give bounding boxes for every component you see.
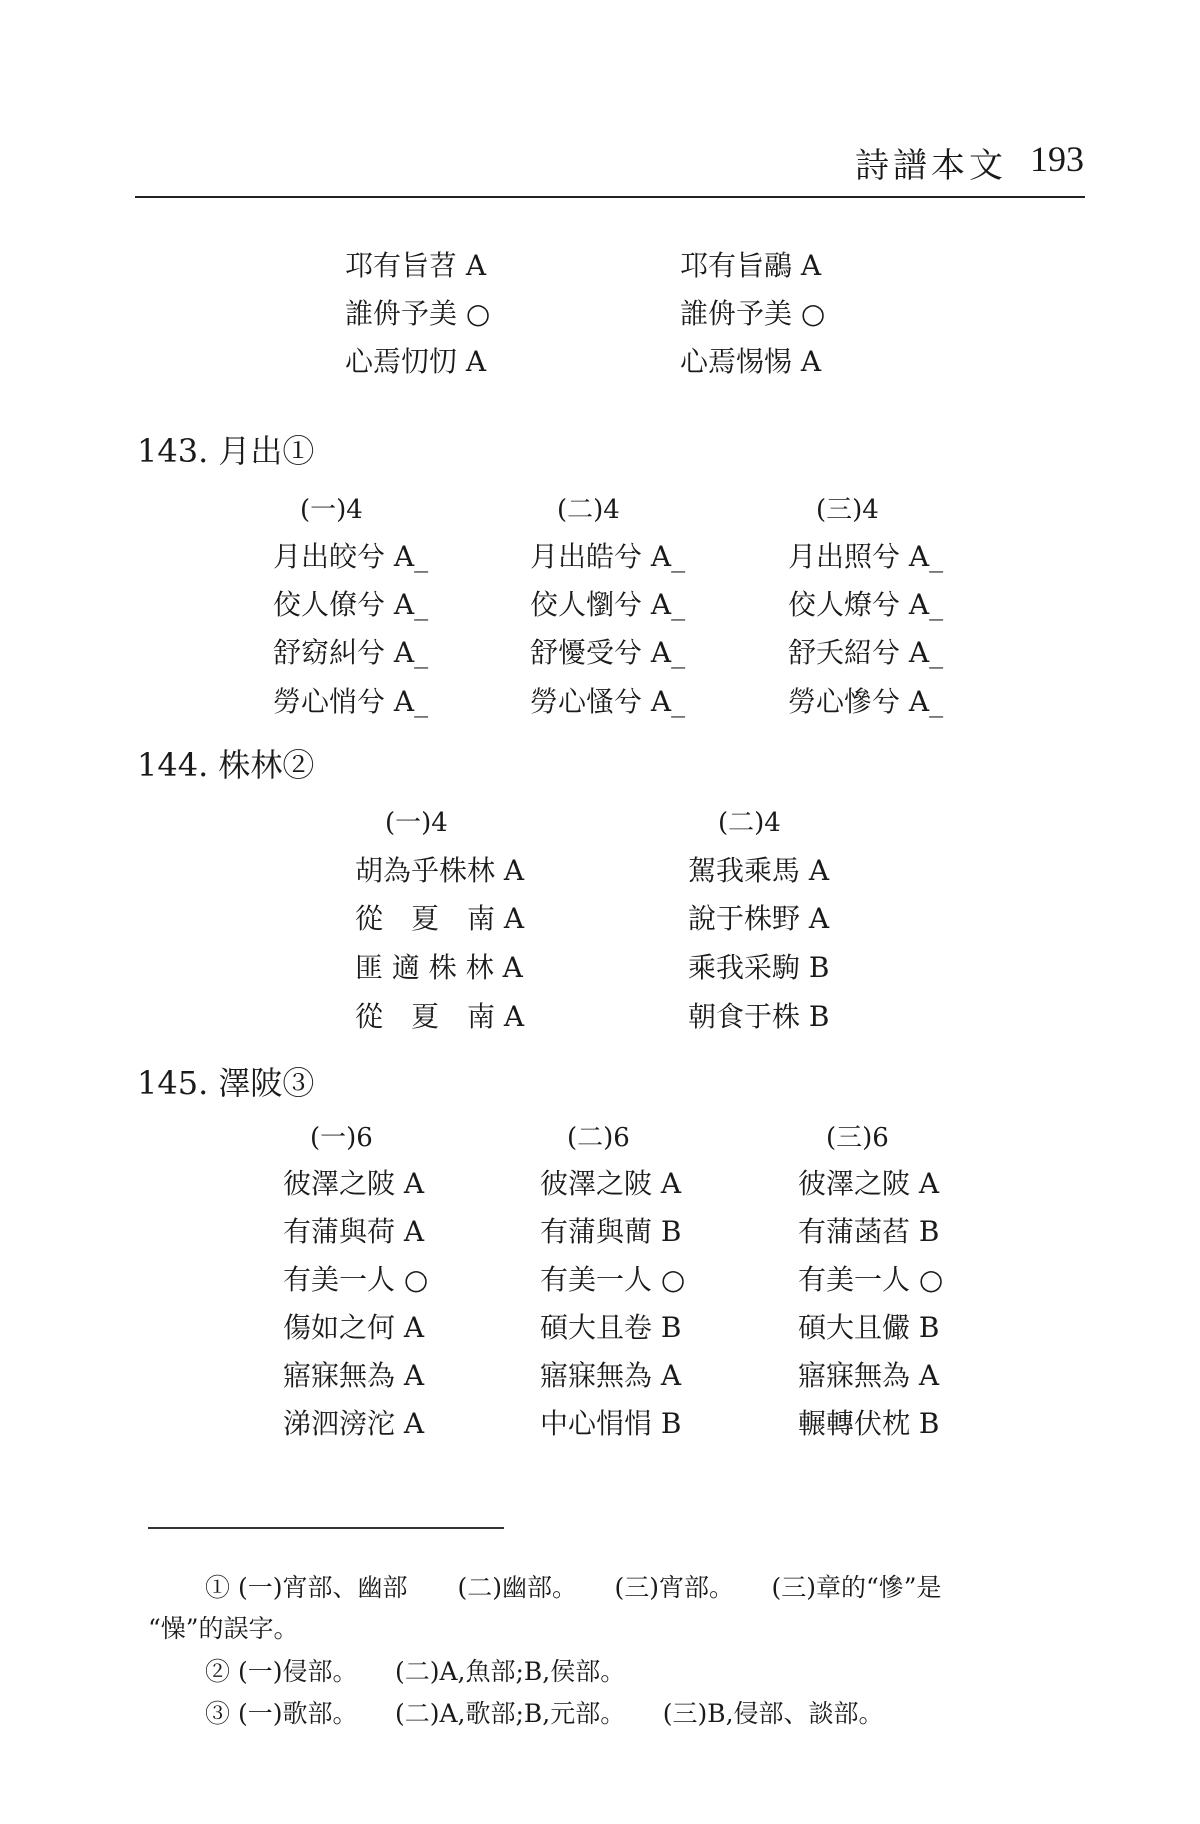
- footnote-3: ③ (一)歌部。 (二)A,歌部;B,元部。 (三)B,侵部、談部。: [205, 1699, 884, 1728]
- section-title: 145. 澤陂③: [137, 1064, 315, 1102]
- verse-line: 寤寐無為 A: [283, 1359, 425, 1392]
- verse-line: 心焉惕惕 A: [680, 345, 822, 378]
- chapter-label: (二)6: [567, 1123, 630, 1153]
- chapter-label: (三)6: [826, 1123, 889, 1153]
- chapter-label: (三)4: [816, 495, 879, 525]
- verse-line: 彼澤之陂 A: [283, 1167, 425, 1200]
- verse-line: 有蒲與荷 A: [283, 1215, 425, 1248]
- verse-line: 說于株野 A: [688, 902, 830, 935]
- footnote-1-cont: “懆”的誤字。: [148, 1614, 299, 1643]
- verse-line: 月出皓兮 A_: [530, 540, 686, 573]
- verse-line: 朝食于株 B: [688, 1000, 830, 1033]
- verse-line: 月出照兮 A_: [788, 540, 944, 573]
- chapter-label: (二)4: [557, 495, 620, 525]
- section-title: 144. 株林②: [137, 746, 315, 784]
- verse-line: 傷如之何 A: [283, 1311, 425, 1344]
- verse-line: 舒懮受兮 A_: [530, 636, 686, 669]
- verse-line: 佼人僚兮 A_: [273, 588, 429, 621]
- verse-line: 誰侜予美 ○: [345, 297, 491, 330]
- verse-line: 有蒲與蕳 B: [540, 1215, 682, 1248]
- verse-line: 彼澤之陂 A: [798, 1167, 940, 1200]
- running-header-title: 詩譜本文: [855, 146, 1007, 186]
- footnote-1: ① (一)宵部、幽部 (二)幽部。 (三)宵部。 (三)章的“慘”是: [205, 1573, 942, 1602]
- verse-line: 乘我采駒 B: [688, 951, 830, 984]
- verse-line: 從 夏 南 A: [355, 902, 525, 935]
- verse-line: 佼人燎兮 A_: [788, 588, 944, 621]
- verse-line: 勞心慘兮 A_: [788, 685, 944, 718]
- page-number: 193: [1030, 139, 1084, 179]
- verse-line: 有蒲菡萏 B: [798, 1215, 940, 1248]
- verse-line: 佼人懰兮 A_: [530, 588, 686, 621]
- verse-line: 中心悁悁 B: [540, 1407, 682, 1440]
- chapter-label: (一)4: [300, 495, 363, 525]
- verse-line: 誰侜予美 ○: [680, 297, 826, 330]
- verse-line: 彼澤之陂 A: [540, 1167, 682, 1200]
- verse-line: 勞心悄兮 A_: [273, 685, 429, 718]
- verse-line: 涕泗滂沱 A: [283, 1407, 425, 1440]
- verse-line: 碩大且儼 B: [798, 1311, 940, 1344]
- verse-line: 寤寐無為 A: [798, 1359, 940, 1392]
- verse-line: 從 夏 南 A: [355, 1000, 525, 1033]
- verse-line: 舒夭紹兮 A_: [788, 636, 944, 669]
- section-title: 143. 月出①: [137, 432, 315, 470]
- footnote-2: ② (一)侵部。 (二)A,魚部;B,侯部。: [205, 1657, 626, 1686]
- verse-line: 駕我乘馬 A: [688, 854, 830, 887]
- header-rule: [135, 196, 1085, 198]
- verse-line: 胡為乎株林 A: [355, 854, 525, 887]
- footnote-rule: [148, 1527, 504, 1529]
- verse-line: 舒窈糾兮 A_: [273, 636, 429, 669]
- verse-line: 有美一人 ○: [283, 1263, 429, 1296]
- verse-line: 匪 適 株 林 A: [355, 951, 523, 984]
- verse-line: 有美一人 ○: [540, 1263, 686, 1296]
- verse-line: 輾轉伏枕 B: [798, 1407, 940, 1440]
- verse-line: 心焉忉忉 A: [345, 345, 487, 378]
- verse-line: 邛有旨苕 A: [345, 249, 487, 282]
- verse-line: 勞心慅兮 A_: [530, 685, 686, 718]
- chapter-label: (二)4: [718, 808, 781, 838]
- verse-line: 月出皎兮 A_: [273, 540, 429, 573]
- verse-line: 有美一人 ○: [798, 1263, 944, 1296]
- chapter-label: (一)4: [385, 808, 448, 838]
- chapter-label: (一)6: [310, 1123, 373, 1153]
- verse-line: 邛有旨鷊 A: [680, 249, 822, 282]
- verse-line: 碩大且卷 B: [540, 1311, 682, 1344]
- verse-line: 寤寐無為 A: [540, 1359, 682, 1392]
